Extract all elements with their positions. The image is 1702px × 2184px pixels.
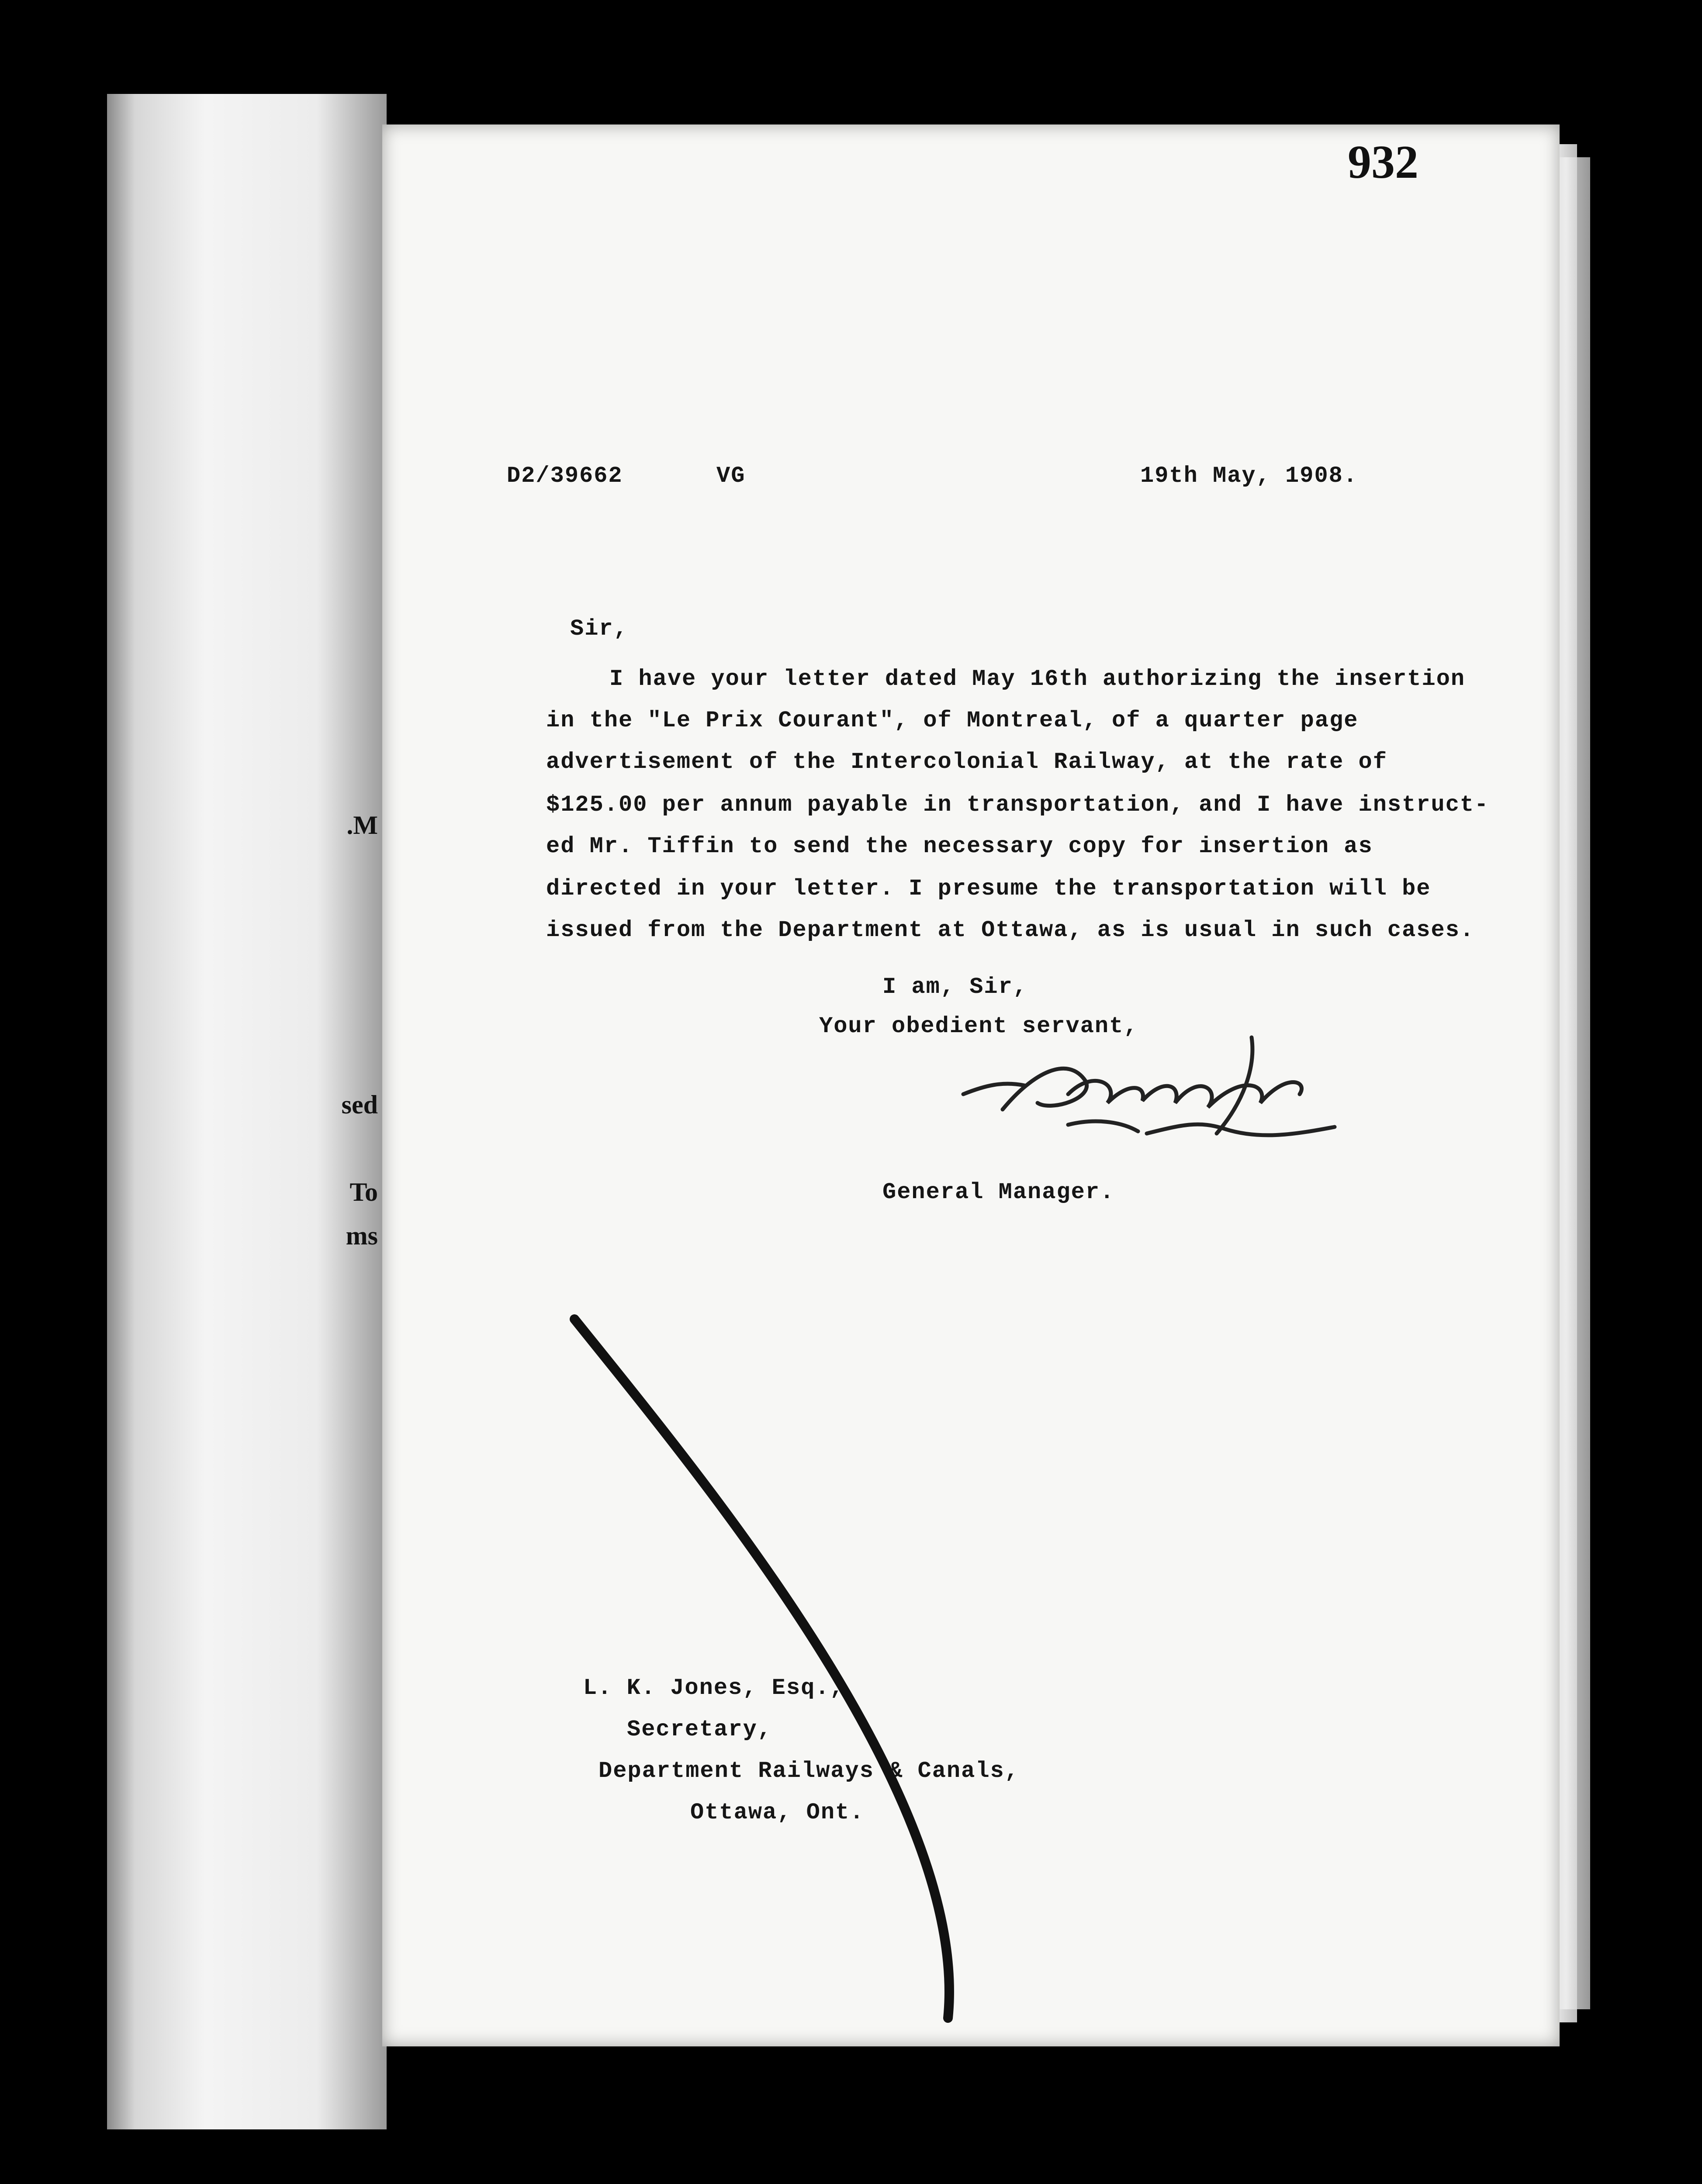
letter-date: 19th May, 1908. [1140, 463, 1358, 489]
file-number: D2/39662 [507, 463, 623, 489]
left-page-fragment: sed [341, 1090, 378, 1119]
handwritten-signature [937, 1020, 1348, 1164]
body-line: I have your letter dated May 16th authorizing the insertion [609, 666, 1466, 692]
left-page-fragment: ms [346, 1221, 378, 1250]
body-line: $125.00 per annum payable in transportation, and I have instruct- [546, 792, 1489, 818]
address-line: Ottawa, Ont. [690, 1800, 865, 1825]
left-page-edge [107, 94, 387, 2129]
salutation: Sir, [570, 616, 628, 642]
left-page-fragment: To [349, 1178, 378, 1206]
body-line: ed Mr. Tiffin to send the necessary copy for insertion as [546, 833, 1373, 859]
page-number: 932 [1348, 136, 1418, 188]
pen-stroke-mark [568, 1310, 1005, 2035]
body-line: advertisement of the Intercolonial Railway, at the rate of [546, 749, 1387, 775]
address-line: Secretary, [627, 1717, 772, 1742]
body-line: issued from the Department at Ottawa, as is usual in such cases. [546, 917, 1475, 943]
left-page-fragment: .M [346, 811, 378, 840]
typist-initials: VG [716, 463, 746, 489]
body-line: directed in your letter. I presume the transportation will be [546, 876, 1431, 902]
signature-title: General Manager. [882, 1179, 1115, 1205]
address-line: L. K. Jones, Esq., [583, 1675, 844, 1701]
closing-line: Your obedient servant, [819, 1013, 1138, 1039]
body-line: in the "Le Prix Courant", of Montreal, of a quarter page [546, 708, 1359, 733]
address-line: Department Railways & Canals, [598, 1758, 1019, 1784]
closing-line: I am, Sir, [882, 974, 1028, 1000]
